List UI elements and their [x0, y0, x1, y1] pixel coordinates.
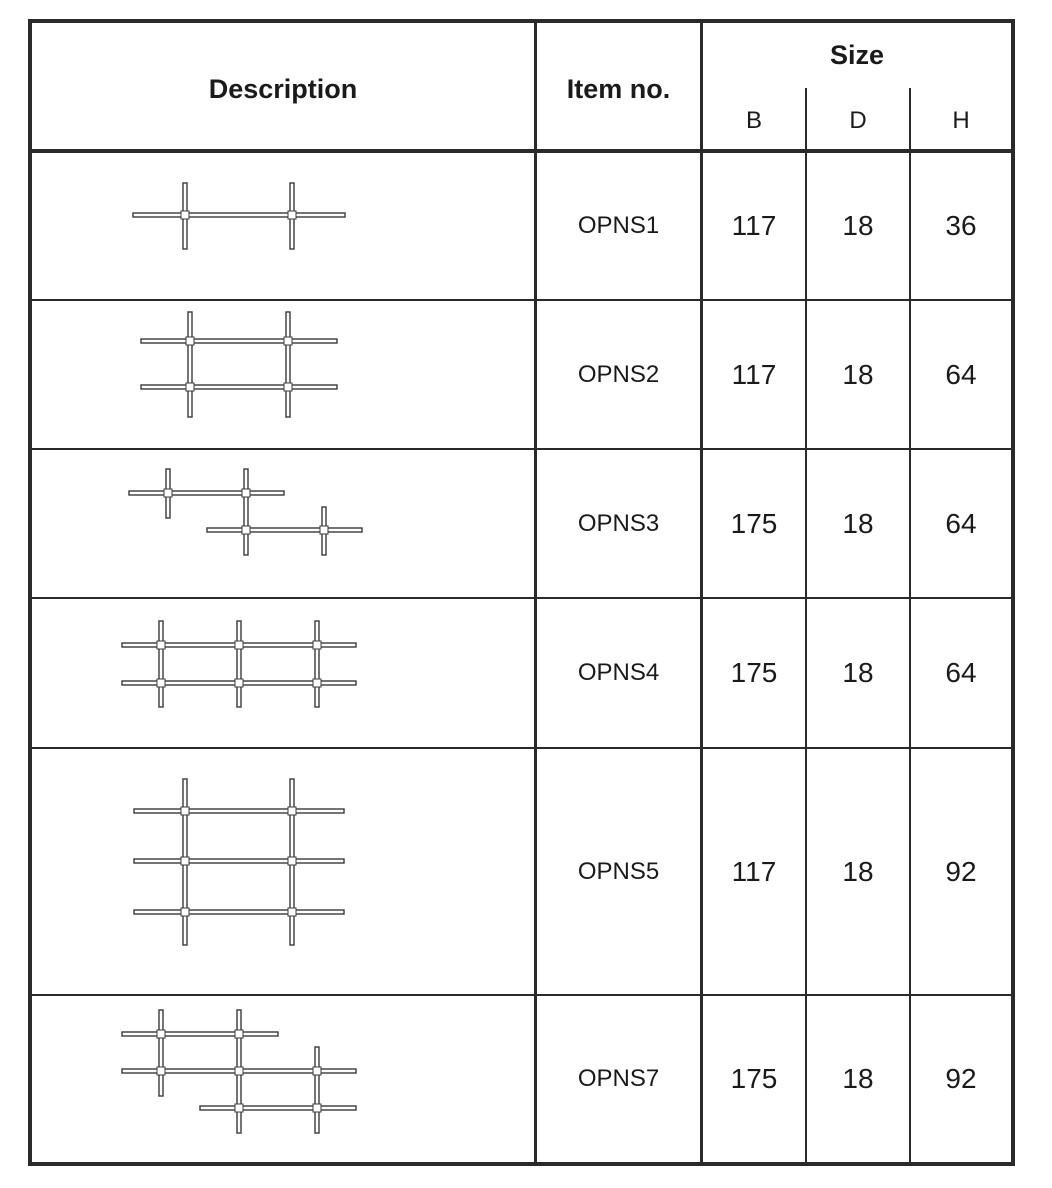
- size-d-header: D: [849, 107, 867, 134]
- size-d: 18: [842, 210, 874, 241]
- size-b: 117: [731, 855, 777, 887]
- size-h: 64: [945, 657, 977, 688]
- item-number: OPNS4: [577, 659, 660, 686]
- size-b: 117: [731, 358, 777, 390]
- size-b: 175: [730, 1063, 778, 1094]
- description-header: Description: [208, 73, 358, 104]
- size-h: 92: [945, 1063, 977, 1094]
- item-number: OPNS1: [577, 212, 660, 239]
- item-number: OPNS2: [577, 360, 660, 388]
- size-h: 64: [945, 507, 977, 539]
- size-b: 117: [731, 210, 777, 241]
- item-number: OPNS3: [577, 509, 660, 537]
- size-h: 64: [945, 358, 977, 390]
- item-no-header: Item no.: [566, 73, 671, 104]
- size-h-header: H: [952, 107, 970, 134]
- size-h: 92: [945, 855, 977, 887]
- size-b: 175: [730, 657, 778, 688]
- size-b-header: B: [745, 107, 762, 134]
- size-b: 175: [730, 507, 778, 539]
- size-d: 18: [842, 657, 874, 688]
- size-d: 18: [842, 507, 874, 539]
- size-h: 36: [945, 210, 977, 241]
- size-d: 18: [842, 855, 874, 887]
- size-header: Size: [829, 39, 885, 70]
- item-number: OPNS7: [577, 1065, 660, 1092]
- item-number: OPNS5: [577, 857, 660, 885]
- size-d: 18: [842, 1063, 874, 1094]
- size-d: 18: [842, 358, 874, 390]
